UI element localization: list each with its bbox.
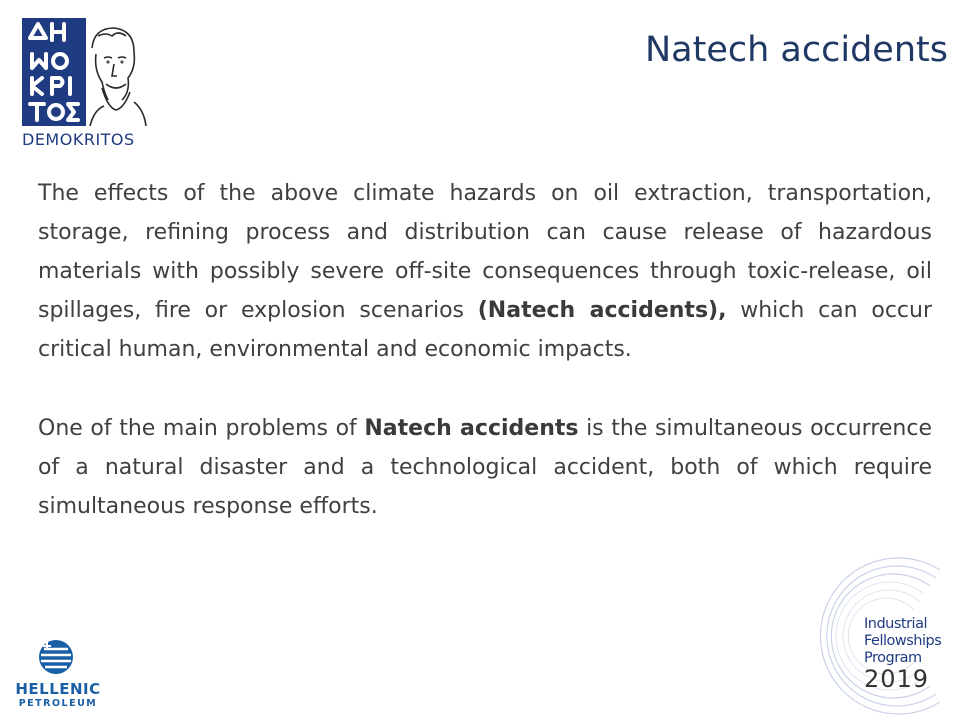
paragraph-effects-bold: (Natech accidents),	[477, 298, 727, 323]
ifp-logo	[790, 556, 956, 716]
hellenic-petroleum-sub: PETROLEUM	[18, 698, 98, 709]
hellenic-petroleum-name: HELLENIC	[15, 680, 101, 698]
ifp-line-industrial: Industrial	[864, 616, 928, 632]
hellenic-petroleum-logo	[8, 638, 108, 718]
paragraph-problems-bold: Natech accidents	[364, 416, 579, 441]
body-text	[38, 174, 932, 526]
paragraph-problems-text-after: is the simultaneous occurrence of a natural disaster and a technological accident, both of which require simultaneous response efforts.	[38, 416, 932, 519]
paragraph-effects-text-before: The effects of the above climate hazards on oil extraction, transportation, storage, refining process and distribution can cause release of hazardous materials with possibly severe off-site consequences through toxic-release, oil spillages, fire or explosion scenarios	[38, 181, 932, 323]
demokritos-logo	[20, 18, 150, 153]
slide-title: Natech accidents	[645, 30, 948, 70]
demokritos-name: DEMOKRITOS	[22, 130, 135, 149]
ifp-line-program: Program	[864, 650, 922, 666]
paragraph-effects	[38, 174, 932, 369]
demokritos-bust-logo-icon	[22, 18, 147, 126]
hellenic-petroleum-globe-icon	[38, 638, 74, 678]
paragraph-problems-text-before: One of the main problems of	[38, 416, 365, 441]
ifp-line-fellowships: Fellowships	[864, 633, 942, 649]
ifp-year: 2019	[864, 665, 930, 693]
paragraph-problems	[38, 409, 932, 526]
paragraph-effects-text-after: which can occur critical human, environmental and economic impacts.	[38, 298, 933, 362]
